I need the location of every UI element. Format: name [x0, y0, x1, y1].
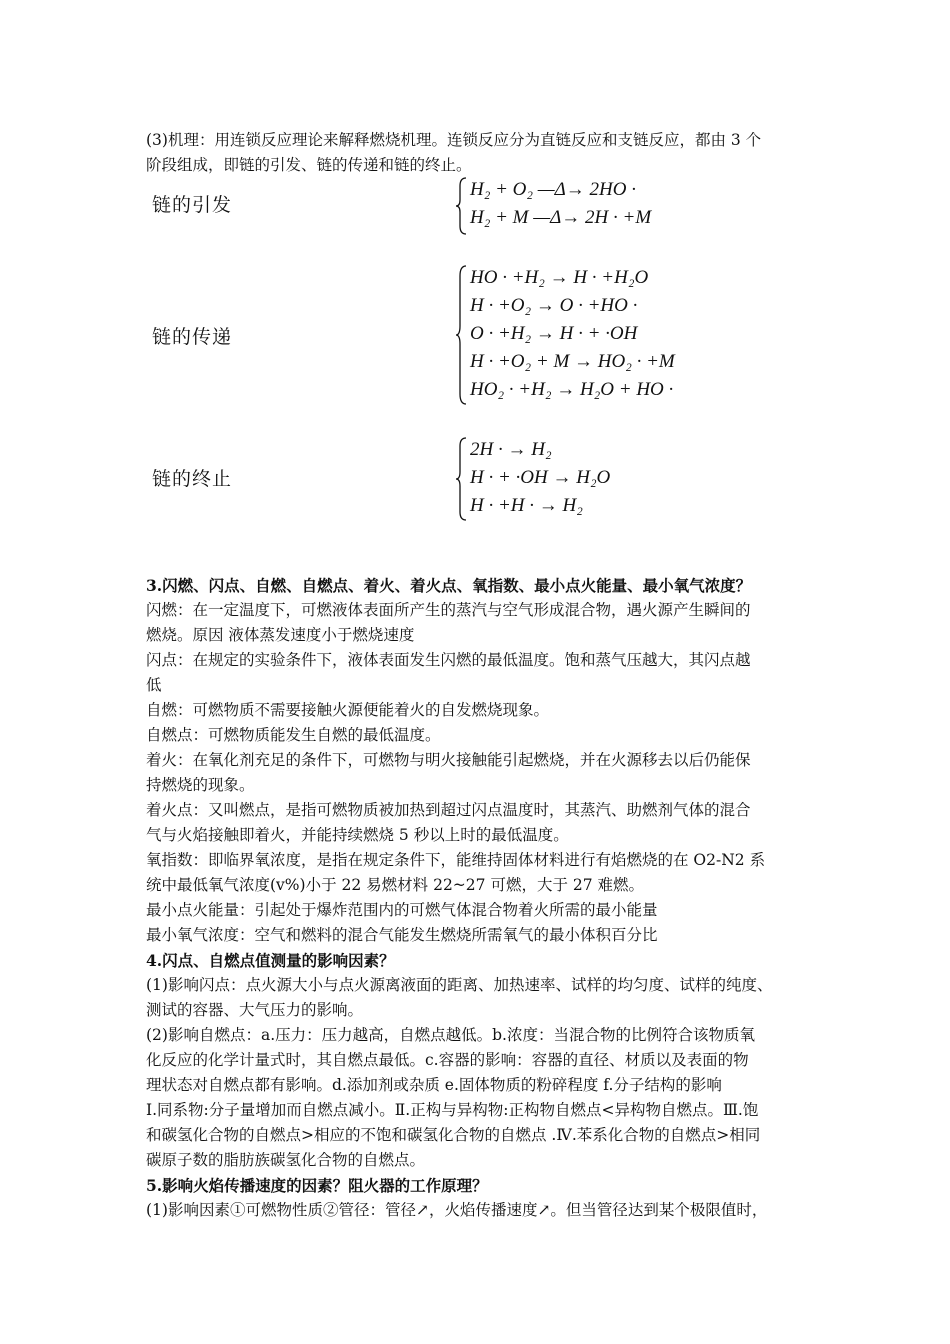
text-line: I.同系物:分子量增加而自燃点减小。Ⅱ.正构与异构物:正构物自燃点<异构物自燃点。Ⅲ.饱	[146, 1101, 759, 1119]
text-line: 氧指数：即临界氧浓度，是指在规定条件下，能维持固体材料进行有焰燃烧的在 O2-N2 系	[146, 851, 766, 869]
text-line: 碳原子数的脂肪族碳氢化合物的自燃点。	[146, 1151, 426, 1169]
brace-icon	[456, 176, 468, 236]
equation: O · +H₂ → H · + ·OH	[470, 323, 638, 344]
intro-line-1: (3)机理：用连锁反应理论来解释燃烧机理。连锁反应分为直链反应和支链反应，都由 3 个	[146, 131, 762, 149]
section-5	[146, 1173, 822, 1223]
section-3	[146, 573, 822, 948]
text-line: 持燃烧的现象。	[146, 776, 255, 794]
initiation-label: 链的引发	[152, 194, 233, 216]
text-line: (1)影响因素①可燃物性质②管径：管径↗，火焰传播速度↗。但当管径达到某个极限值时，	[146, 1201, 768, 1219]
text-line: 化反应的化学计量式时，其自燃点最低。c.容器的影响：容器的直径、材质以及表面的物	[146, 1051, 749, 1069]
text-line: (1)影响闪点：点火源大小与点火源离液面的距离、加热速率、试样的均匀度、试样的纯度、	[146, 976, 773, 994]
text-line: 自燃：可燃物质不需要接触火源便能着火的自发燃烧现象。	[146, 701, 550, 719]
text-line: 燃烧。原因 液体蒸发速度小于燃烧速度	[146, 626, 415, 644]
text-line: 低	[146, 676, 162, 694]
section-5-title: 5.影响火焰传播速度的因素？阻火器的工作原理？	[146, 1176, 488, 1195]
equation: H₂ + M —Δ→ 2H · +M	[470, 207, 652, 228]
equation: HO₂ · +H₂ → H₂O + HO ·	[470, 379, 674, 400]
brace-icon	[456, 264, 468, 406]
text-line: 着火：在氧化剂充足的条件下，可燃物与明火接触能引起燃烧，并在火源移去以后仍能保	[146, 751, 751, 769]
text-line: 闪燃：在一定温度下，可燃液体表面所产生的蒸汽与空气形成混合物，遇火源产生瞬间的	[146, 601, 751, 619]
termination-label: 链的终止	[152, 468, 233, 490]
text-line: 和碳氢化合物的自燃点>相应的不饱和碳氢化合物的自燃点 .Ⅳ.苯系化合物的自燃点>相同	[146, 1126, 761, 1144]
text-line: 最小氧气浓度：空气和燃料的混合气能发生燃烧所需氧气的最小体积百分比	[146, 926, 658, 944]
text-line: 自燃点：可燃物质能发生自燃的最低温度。	[146, 726, 441, 744]
equation: HO · +H₂ → H · +H₂O	[470, 267, 649, 288]
propagation-label: 链的传递	[152, 326, 233, 348]
section-3-title: 3.闪燃、闪点、自燃、自燃点、着火、着火点、氧指数、最小点火能量、最小氧气浓度？	[146, 576, 752, 595]
intro-line-2: 阶段组成，即链的引发、链的传递和链的终止。	[146, 156, 472, 174]
text-line: 最小点火能量：引起处于爆炸范围内的可燃气体混合物着火所需的最小能量	[146, 901, 658, 919]
equation: H · +O₂ → O · +HO ·	[470, 295, 638, 316]
equation: H · +O₂ + M → HO₂ · +M	[470, 351, 675, 372]
equation: H · + ·OH → H₂O	[470, 467, 611, 488]
text-line: 闪点：在规定的实验条件下，液体表面发生闪燃的最低温度。饱和蒸气压越大，其闪点越	[146, 651, 751, 669]
propagation-equations	[456, 264, 796, 406]
brace-icon	[456, 436, 468, 522]
text-line: 气与火焰接触即着火，并能持续燃烧 5 秒以上时的最低温度。	[146, 826, 569, 844]
section-4-title: 4.闪点、自燃点值测量的影响因素？	[146, 951, 395, 970]
intro-paragraph	[146, 128, 822, 178]
initiation-equations	[456, 176, 776, 236]
equation: H₂ + O₂ —Δ→ 2HO ·	[470, 179, 636, 200]
text-line: 测试的容器、大气压力的影响。	[146, 1001, 364, 1019]
equation: 2H · → H₂	[470, 439, 552, 460]
termination-equations	[456, 436, 756, 522]
equation: H · +H · → H₂	[470, 495, 583, 516]
section-4	[146, 948, 822, 1173]
text-line: (2)影响自燃点：a.压力：压力越高，自燃点越低。b.浓度：当混合物的比例符合该物质氧	[146, 1026, 755, 1044]
text-line: 着火点：又叫燃点，是指可燃物质被加热到超过闪点温度时，其蒸汽、助燃剂气体的混合	[146, 801, 751, 819]
text-line: 统中最低氧气浓度(v%)小于 22 易燃材料 22~27 可燃，大于 27 难燃。	[146, 876, 645, 894]
text-line: 理状态对自燃点都有影响。d.添加剂或杂质 e.固体物质的粉碎程度 f.分子结构的影响	[146, 1076, 722, 1094]
